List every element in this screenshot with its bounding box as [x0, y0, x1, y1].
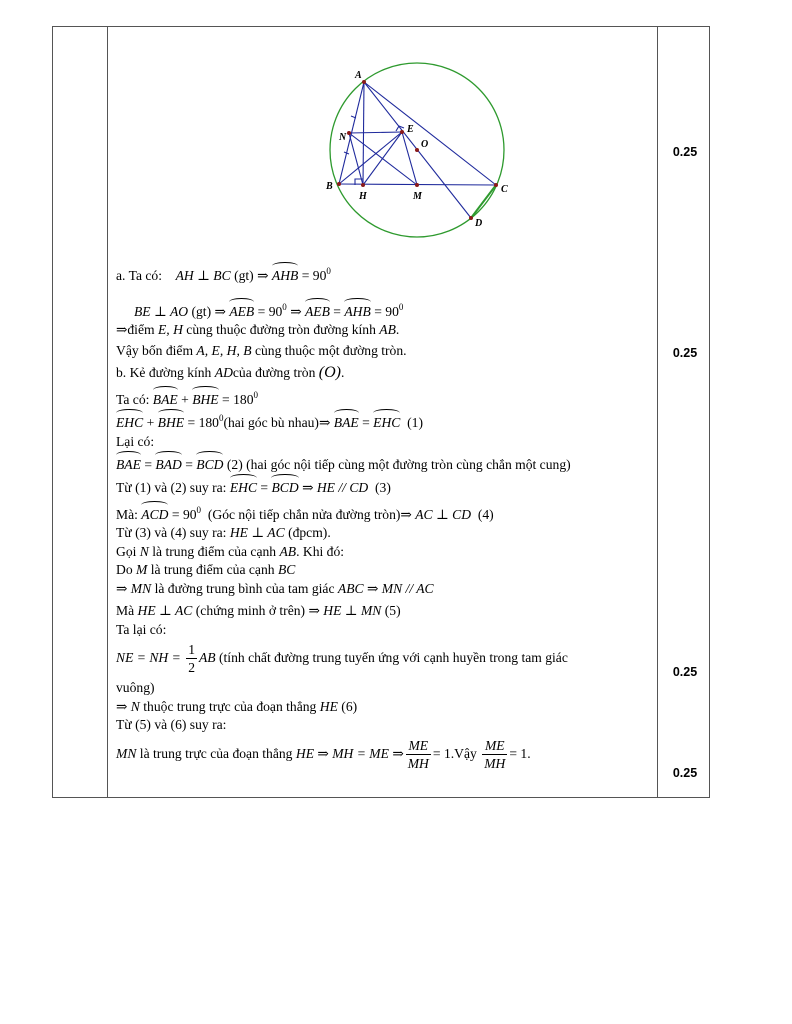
line-median-property: NE = NH = $\frac{1}{2}$ AB (tính chất đường trung tuyến ứng với cạnh huyền trong tam giác	[116, 642, 568, 676]
line-lai-co: Lại có:	[116, 434, 155, 449]
line-ta-lai-co: Ta lại có:	[116, 622, 167, 637]
score-1: 0.25	[672, 145, 698, 159]
point-a	[362, 80, 366, 84]
score-4: 0.25	[672, 766, 698, 780]
line-be-ao: BE ⊥ AO (gt) ⇒ AEB = $90^0$ ⇒ AEB = AHB = $90^0$	[134, 302, 404, 319]
label-e: E	[407, 124, 414, 135]
label-d: D	[475, 218, 483, 229]
fraction-me-mh-2: $\frac{ME}{MH}$	[484, 738, 506, 772]
point-o	[415, 148, 419, 152]
line-acd-90: Mà: ACD = $90^0$ (Góc nội tiếp chắn nửa đường tròn)⇒ AC ⊥ CD (4)	[116, 505, 494, 522]
line-vuong: vuông)	[116, 680, 155, 695]
segment-be	[339, 132, 402, 184]
label-h: H	[359, 191, 367, 202]
line-a-given: a. Ta có: AH ⊥ BC (gt) ⇒ AHB = $90^0$	[116, 266, 331, 283]
segment-ac	[364, 82, 496, 185]
label-n: N	[339, 132, 347, 143]
segment-ah	[363, 82, 364, 185]
label-m: M	[413, 191, 422, 202]
score-3: 0.25	[672, 665, 698, 679]
line-midpoint-n: Gọi N là trung điểm của cạnh AB. Khi đó:	[116, 544, 345, 559]
fraction-one-half: $\frac{1}{2}$	[188, 642, 195, 676]
segment-nh	[349, 133, 363, 185]
line-conclusion: MN là trung trực của đoạn thẳng HE ⇒ MH = ME ⇒ $\frac{ME}{MH}$ = 1.Vậy $\frac{ME}{MH}$ = 1.	[116, 738, 531, 772]
point-n	[347, 131, 351, 135]
point-d	[469, 216, 473, 220]
fraction-me-mh-1: $\frac{ME}{MH}$	[407, 738, 429, 772]
line-perp-bisector: ⇒ N thuộc trung trực của đoạn thẳng HE (6)	[116, 699, 358, 714]
label-o: O	[421, 139, 429, 150]
line-four-points: Vậy bốn điểm A, E, H, B cùng thuộc một đường tròn.	[116, 343, 407, 358]
line-sum-180: Ta có: BAE + BHE = $180^0$	[116, 390, 258, 407]
line-from-5-6: Từ (5) và (6) suy ra:	[116, 717, 227, 732]
geometry-figure	[0, 0, 792, 260]
segment-ne	[349, 132, 402, 133]
point-e	[400, 130, 404, 134]
line-he-parallel-cd: Từ (1) và (2) suy ra: EHC = BCD ⇒ HE // CD (3)	[116, 480, 391, 495]
label-a: A	[355, 70, 362, 81]
line-part-b: b. Kẻ đường kính ADcủa đường tròn (O).	[116, 364, 345, 381]
point-b	[337, 182, 341, 186]
score-2: 0.25	[672, 346, 698, 360]
line-midpoint-m: Do M là trung điểm của cạnh BC	[116, 562, 296, 577]
label-c: C	[501, 184, 508, 195]
label-b: B	[326, 181, 333, 192]
segment-cd	[471, 185, 496, 218]
segment-nm	[349, 133, 417, 185]
line-midline: ⇒ MN là đường trung bình của tam giác ABC ⇒ MN // AC	[116, 581, 434, 596]
line-he-perp-ac: Từ (3) và (4) suy ra: HE ⊥ AC (đpcm).	[116, 525, 331, 540]
point-m	[415, 183, 419, 187]
line-e-h-circle: ⇒điểm E, H cùng thuộc đường tròn đường kính AB.	[116, 322, 400, 337]
point-c	[494, 183, 498, 187]
line-supplementary: EHC + BHE = $180^0(hai$ góc bù nhau)⇒ BAE = EHC (1)	[116, 413, 423, 430]
line-inscribed-angles: BAE = BAD = BCD (2) (hai góc nội tiếp cùng một đường tròn cùng chắn một cung)	[116, 457, 571, 472]
line-he-perp-mn: Mà HE ⊥ AC (chứng minh ở trên) ⇒ HE ⊥ MN (5)	[116, 603, 401, 618]
point-h	[361, 183, 365, 187]
